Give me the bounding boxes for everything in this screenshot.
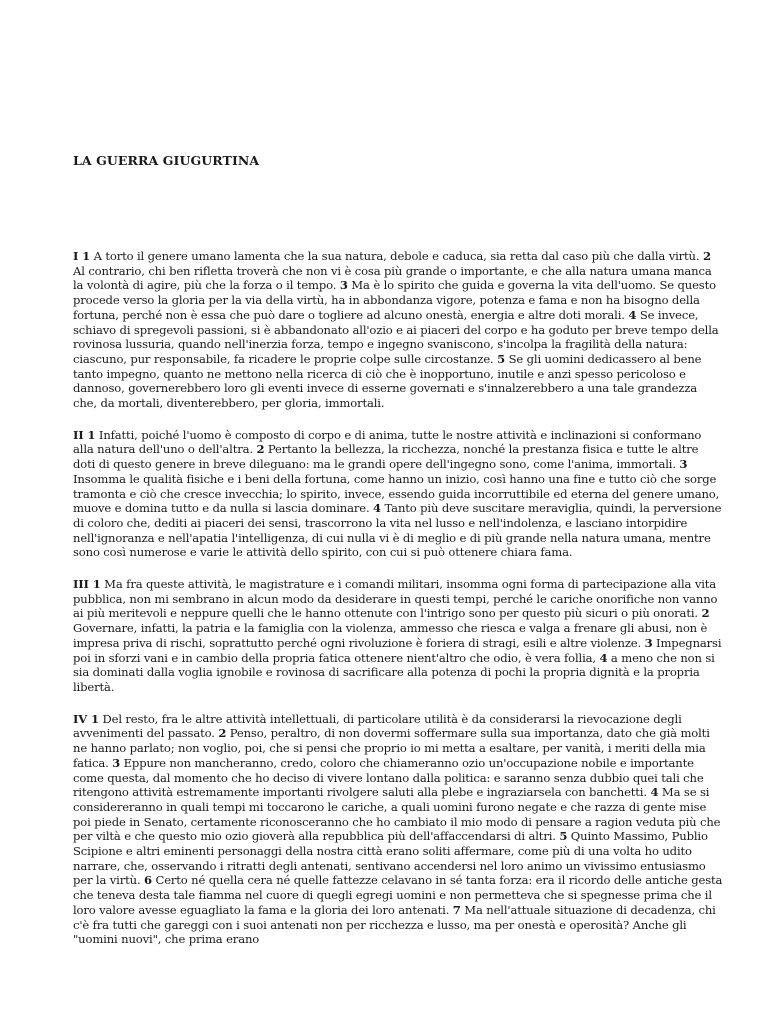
paragraph-chapter-3: [73, 577, 723, 695]
section-number: 7: [452, 902, 461, 917]
section-number: II 1: [73, 427, 96, 442]
section-number: 2: [702, 249, 711, 263]
section-number: 5: [559, 829, 568, 844]
section-text: Ma nell'attuale situazione di decadenza, chi c'è fra tutti che gareggi con i suoi antenati non per ricchezza e lusso, ma per onestà e operosità? Anche gli "uomini nuovi", che prima erano: [73, 902, 716, 947]
section-text: Quinto Massimo, Publio Scipione e altri eminenti personaggi della nostra città erano soliti affermare, come più di una volta ho udito narrare, che, osservando i ritratti degli antenati, sentivano accendersi nel loro animo un vivissimo entusiasmo per la virtù.: [73, 829, 708, 888]
section-number: IV 1: [73, 711, 99, 726]
document-body: [73, 249, 723, 964]
section-text: Ma è lo spirito che guida e governa la vita dell'uomo. Se questo procede verso la gloria per la via della virtù, ha in abbondanza vigore, potenza e fama e non ha bisogno della fortuna, perché non è essa che può dare o togliere ad alcuno onestà, energia e altre doti morali.: [73, 278, 716, 322]
section-text: A torto il genere umano lamenta che la sua natura, debole e caduca, sia retta dal caso più che dalla virtù.: [90, 249, 703, 263]
section-number: I 1: [73, 249, 91, 263]
section-text: Tanto più deve suscitare meraviglia, quindi, la perversione di coloro che, dediti ai piaceri dei sensi, trascorrono la vita nel lusso e nell'indolenza, e lasciano intorpidire nell'ignoranza e nell'apatia l'intelligenza, di cui nulla vi è di meglio e di più grande nella natura umana, mentre sono così numerose e varie le attività dello spirito, con cui si può ottenere chiara fama.: [73, 501, 722, 560]
section-number: 5: [497, 351, 506, 366]
section-number: 2: [218, 726, 227, 741]
section-text: a meno che non si sia dominati dalla voglia ignobile e rovinosa di sacrificare alla potenza di pochi la propria dignità e la propria libertà.: [73, 650, 715, 694]
section-text: Al contrario, chi ben rifletta troverà che non vi è cosa più grande o importante, e che alla natura umana manca la volontà di agire, più che la forza o il tempo.: [73, 263, 712, 293]
section-text: Del resto, fra le altre attività intellettuali, di particolare utilità è da considerarsi la rievocazione degli avvenimenti del passato.: [73, 711, 682, 741]
section-number: 3: [339, 278, 348, 293]
document-title: LA GUERRA GIUGURTINA: [73, 153, 260, 168]
section-number: 4: [373, 501, 381, 516]
section-text: Impegnarsi poi in sforzi vani e in cambio della propria fatica ottenere nient'altro che odio, è vera follia,: [73, 635, 722, 665]
section-text: Se gli uomini dedicassero al bene tanto impegno, quanto ne mettono nella ricerca di ciò che è inopportuno, inutile e anzi spesso pericoloso e dannoso, governerebbero loro gli eventi invece di esserne governati e s'innalzerebbero a una tale grandezza che, da mortali, diventerebbero, per gloria, immortali.: [73, 351, 702, 411]
section-number: 4: [599, 650, 608, 665]
section-number: 3: [644, 635, 653, 650]
paragraph-chapter-1: [73, 249, 723, 411]
section-number: 6: [144, 873, 152, 888]
section-text: Governare, infatti, la patria e la famiglia con la violenza, ammesso che riesca e valga a frenare gli abusi, non è impresa priva di rischi, soprattutto perché ogni rivoluzione è foriera di stragi, esili e altre violenze.: [73, 621, 708, 650]
section-number: 2: [256, 442, 265, 457]
section-text: Se invece, schiavo di spregevoli passioni, si è abbandonato all'ozio e ai piaceri del corpo e ha goduto per breve tempo della rovinosa lussuria, quando nell'inerzia forza, tempo e ingegno svaniscono, s'incolpa la fragilità della natura: ciascuno, pur responsabile, fa ricadere le proprie colpe sulle circostanze.: [73, 307, 719, 366]
section-number: 4: [650, 785, 659, 800]
paragraph-chapter-2: [73, 428, 723, 560]
section-number: 3: [679, 457, 688, 472]
section-number: III 1: [73, 577, 101, 592]
section-text: Ma fra queste attività, le magistrature e i comandi militari, insomma ogni forma di partecipazione alla vita pubblica, non mi sembrano in alcun modo da desiderare in questi tempi, perché le cariche onorifiche non vanno ai più meritevoli e neppure quelli che le hanno ottenute con l'intrigo sono per questo più sicuri o più onorati.: [73, 577, 718, 621]
paragraph-chapter-4: [73, 712, 723, 947]
section-number: 3: [112, 755, 121, 770]
section-text: Pertanto la bellezza, la ricchezza, nonché la prestanza fisica e tutte le altre doti di questo genere in breve dileguano: ma le grandi opere dell'ingegno sono, come l'anima, immortali.: [73, 442, 699, 472]
section-text: Ma se si considereranno in quali tempi mi toccarono le cariche, a quali uomini furono negate e che razza di gente mise poi piede in Senato, certamente riconosceranno che ho cambiato il mio modo di pensare a ragion veduta più che per viltà e che questo mio ozio gioverà alla repubblica più dell'affaccendarsi di altri.: [73, 785, 721, 844]
section-text: Eppure non mancheranno, credo, coloro che chiameranno ozio un'occupazione nobile e importante come questa, dal momento che ho deciso di vivere lontano dalla politica: e saranno senza dubbio quei tali che ritengono attività estremamente importanti rivolgere saluti alla plebe e ingraziarsela con banchetti.: [73, 755, 704, 800]
section-text: Penso, peraltro, di non dovermi soffermare sulla sua importanza, dato che già molti ne hanno parlato; non voglio, poi, che si pensi che proprio io mi metta a esaltare, per vanità, i meriti della mia fatica.: [73, 726, 710, 770]
section-text: Infatti, poiché l'uomo è composto di corpo e di anima, tutte le nostre attività e inclinazioni si conformano alla natura dell'uno o dell'altra.: [73, 427, 702, 457]
section-number: 4: [628, 307, 637, 322]
section-text: Insomma le qualità fisiche e i beni della fortuna, come hanno un inizio, così hanno una fine e tutto ciò che sorge tramonta e ciò che cresce invecchia; lo spirito, invece, essendo guida incorruttibile ed eterna del genere umano, muove e domina tutto e da nulla si lascia dominare.: [73, 471, 720, 516]
section-number: 2: [701, 606, 710, 621]
section-text: Certo né quella cera né quelle fattezze celavano in sé tanta forza: era il ricordo delle antiche gesta che teneva desta tale fiamma nel cuore di quegli egregi uomini e non permetteva che si spegnesse prima che il loro valore avesse eguagliato la fama e la gloria dei loro antenati.: [73, 873, 723, 917]
